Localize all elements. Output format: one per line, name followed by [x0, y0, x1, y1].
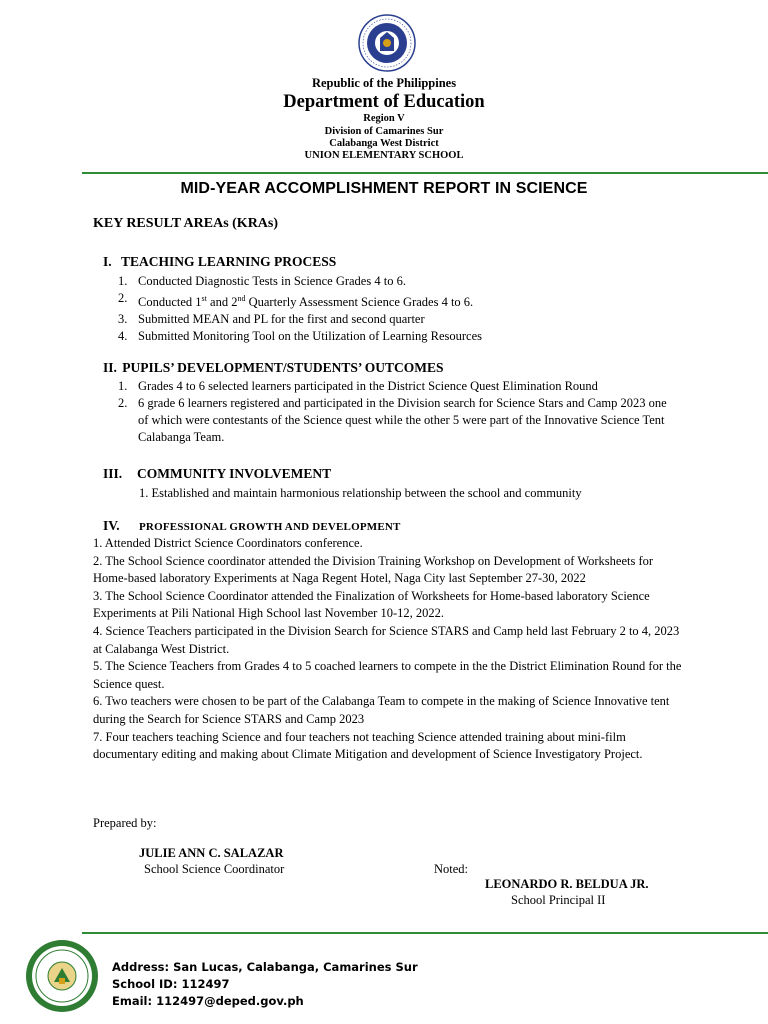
list-item: 1. Conducted Diagnostic Tests in Science Grades 4 to 6.: [118, 274, 406, 288]
section-3-number: III.: [103, 466, 123, 481]
footer-email: Email: 112497@deped.gov.ph: [112, 994, 304, 1008]
list-item: 3. The School Science Coordinator attended the Finalization of Worksheets for Home-based laboratory Science Experiments at Pili National High School last November 10-12, 2022.: [93, 588, 650, 621]
list-item: 3. Submitted MEAN and PL for the first and second quarter: [118, 312, 425, 327]
noter-name: LEONARDO R. BELDUA JR.: [485, 877, 649, 891]
list-item: 2. Conducted 1st and 2nd Quarterly Assessment Science Grades 4 to 6.: [118, 291, 474, 310]
republic-line: Republic of the Philippines: [311, 76, 457, 90]
district-line: Calabanga West District: [329, 138, 439, 149]
section-2-list: [118, 378, 678, 446]
list-item: 1. Attended District Science Coordinators conference.: [93, 536, 363, 550]
section-4-list: [93, 535, 683, 764]
list-item: 7. Four teachers teaching Science and four teachers not teaching Science attended training about mini-film documentary editing and making about Climate Mitigation and development of Science Investigatory Project.: [93, 729, 643, 762]
list-item: 2. The School Science coordinator attended the Division Training Workshop on Development of Worksheets for Home-based laboratory Experiments at Naga Regent Hotel, Naga City last September 27-30, 2022: [93, 553, 654, 586]
section-2-title: PUPILS’ DEVELOPMENT/STUDENTS’ OUTCOMES: [122, 360, 444, 375]
list-item: 5. The Science Teachers from Grades 4 to 5 coached learners to compete in the the District Elimination Round for the Science quest.: [93, 659, 682, 691]
section-3-heading: [103, 466, 331, 482]
report-title: MID-YEAR ACCOMPLISHMENT REPORT IN SCIENCE: [180, 180, 588, 197]
division-line: Division of Camarines Sur: [324, 126, 444, 137]
school-line: UNION ELEMENTARY SCHOOL: [304, 150, 464, 161]
section-4-number: IV.: [103, 518, 120, 533]
section-1-number: I.: [103, 254, 112, 269]
list-item: 2. 6 grade 6 learners registered and participated in the Division search for Science Stars and Camp 2023 one of which were contestants of the Science quest while the other 5 were part of the Innovative Science Tent Calabanga Team.: [118, 396, 667, 444]
section-3-title: COMMUNITY INVOLVEMENT: [137, 466, 332, 481]
noted-label: Noted:: [434, 862, 469, 876]
deped-seal: [358, 14, 416, 72]
list-item: 4. Science Teachers participated in the Division Search for Science STARS and Camp held last February 2 to 4, 2023 at Calabanga West District.: [93, 623, 680, 656]
kra-heading: KEY RESULT AREAs (KRAs): [93, 216, 279, 231]
section-1-heading: [103, 254, 336, 270]
footer-address: Address: San Lucas, Calabanga, Camarines Sur: [112, 960, 418, 974]
section-1-title: TEACHING LEARNING PROCESS: [121, 254, 337, 269]
list-item: 4. Submitted Monitoring Tool on the Utilization of Learning Resources: [118, 329, 482, 344]
list-item: 1. Established and maintain harmonious relationship between the school and community: [139, 486, 582, 500]
preparer-name: JULIE ANN C. SALAZAR: [139, 846, 284, 860]
section-2-number: II.: [103, 360, 117, 375]
prepared-by-label: Prepared by:: [93, 816, 157, 830]
school-logo: [24, 938, 100, 1014]
list-item: 1. Grades 4 to 6 selected learners participated in the District Science Quest Elimination Round: [118, 379, 598, 393]
department-line: Department of Education: [283, 92, 485, 112]
footer-school-id: School ID: 112497: [112, 977, 230, 991]
section-1-list: [118, 273, 678, 345]
footer-contact: [112, 959, 418, 1010]
region-line: Region V: [363, 113, 405, 124]
noter-role: School Principal II: [511, 893, 606, 907]
section-4-heading: [103, 517, 401, 535]
footer-rule: [82, 932, 768, 934]
section-4-title: PROFESSIONAL GROWTH AND DEVELOPMENT: [139, 521, 401, 533]
list-item: 6. Two teachers were chosen to be part of the Calabanga Team to compete in the making of Science Innovative tent during the Search for Science STARS and Camp 2023: [93, 694, 670, 726]
section-2-heading: [103, 360, 444, 376]
header-rule: [82, 172, 768, 174]
preparer-role: School Science Coordinator: [144, 862, 285, 876]
